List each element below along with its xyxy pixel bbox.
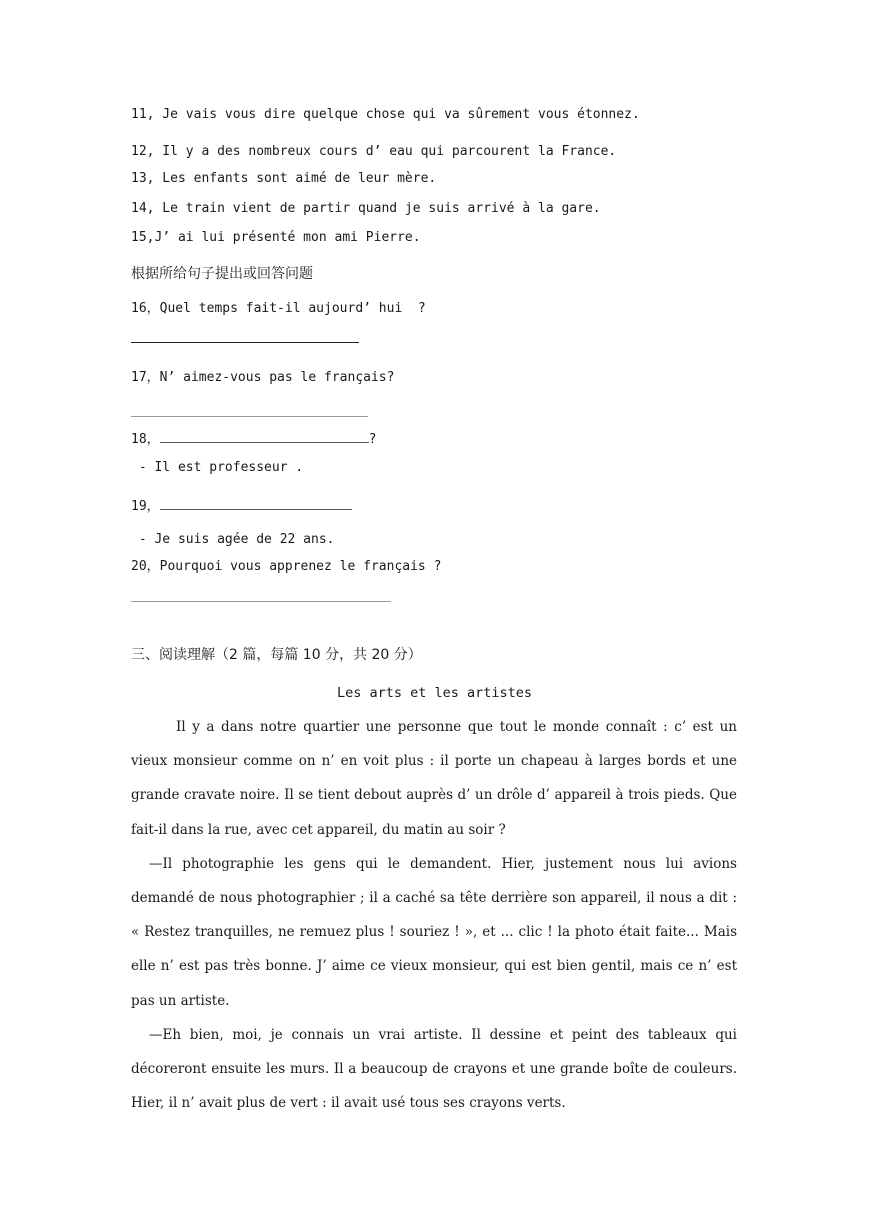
sentence-13: 13, Les enfants sont aimé de leur mère.	[131, 171, 437, 186]
section-instruction: 根据所给句子提出或回答问题	[131, 266, 313, 282]
question-20: 20，Pourquoi vous apprenez le français ?	[131, 559, 442, 574]
question-18-mark: ?	[368, 432, 377, 447]
answer-line-20	[131, 601, 391, 602]
blank-18	[160, 429, 369, 443]
passage-paragraph: —Eh bien, moi, je connais un vrai artiste. Il dessine et peint des tableaux qui décoreront ensuite les murs. Il a beaucoup de crayons et une grande boîte de couleurs. Hier, il n’ avait plus de vert : il avait usé tous ses crayons verts.	[131, 1026, 737, 1112]
answer-19: - Je suis agée de 22 ans.	[131, 532, 335, 547]
sentence-15: 15,J’ ai lui présenté mon ami Pierre.	[131, 230, 421, 245]
section-3-heading: 三、阅读理解（2 篇，每篇 10 分，共 20 分）	[131, 647, 422, 663]
answer-line-16	[131, 342, 359, 343]
question-19-number: 19，	[131, 499, 160, 514]
question-18	[131, 429, 376, 449]
sentence-12: 12, Il y a des nombreux cours d’ eau qui parcourent la France.	[131, 144, 617, 159]
question-16: 16，Quel temps fait-il aujourd’ hui ?	[131, 301, 426, 316]
passage-title: Les arts et les artistes	[336, 685, 533, 701]
passage-paragraph: —Il photographie les gens qui le demandent. Hier, justement nous lui avions demandé de nous photographier ; il a caché sa tête derrière son appareil, il nous a dit : « Restez tranquilles, ne remuez plus ! souriez ! », et ... clic ! la photo était faite... Mais elle n’ est pas très bonne. J’ aime ce vieux monsieur, qui est bien gentil, mais ce n’ est pas un artiste.	[131, 855, 737, 1009]
sentence-11: 11, Je vais vous dire quelque chose qui va sûrement vous étonnez.	[131, 107, 640, 122]
passage-paragraph: Il y a dans notre quartier une personne que tout le monde connaît : c’ est un vieux monsieur comme on n’ en voit plus : il porte un chapeau à larges bords et une grande cravate noire. Il se tient debout auprès d’ un drôle d’ appareil à trois pieds. Que fait-il dans la rue, avec cet appareil, du matin au soir ?	[131, 719, 737, 838]
passage-body	[131, 710, 737, 1120]
answer-line-17	[131, 416, 368, 417]
question-18-number: 18，	[131, 432, 160, 447]
answer-18: - Il est professeur .	[131, 460, 304, 475]
question-19	[131, 496, 352, 516]
blank-19	[160, 496, 352, 510]
sentence-14: 14, Le train vient de partir quand je suis arrivé à la gare.	[131, 201, 601, 216]
question-17: 17，N’ aimez-vous pas le français?	[131, 370, 395, 385]
